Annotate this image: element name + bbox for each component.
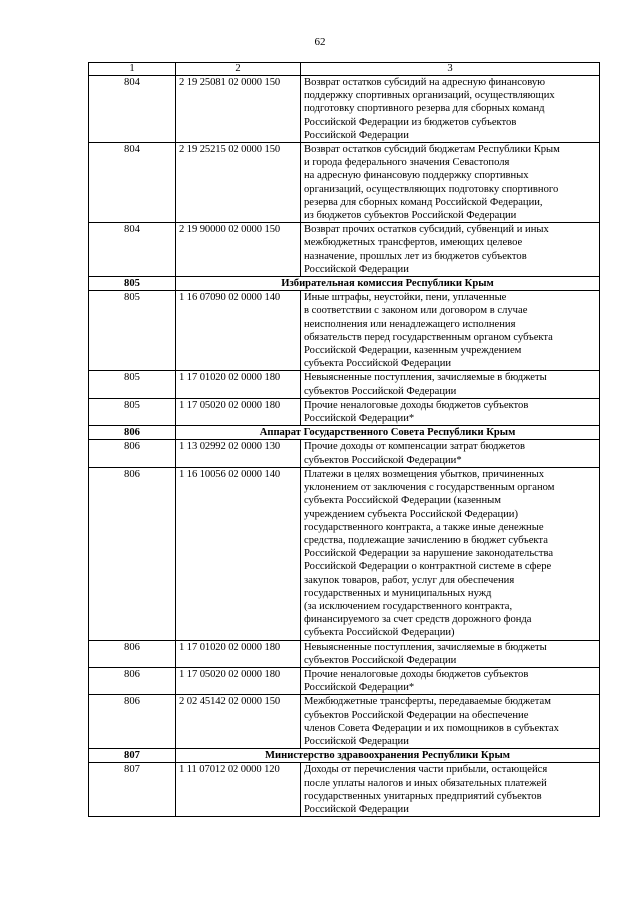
table-row	[89, 143, 600, 223]
description-line: государственных унитарных предприятий субъектов	[304, 790, 542, 802]
admin-code: 805	[89, 291, 176, 371]
table-row	[89, 440, 600, 467]
description-line: Российской Федерации	[304, 803, 409, 815]
admin-code: 806	[89, 440, 176, 467]
section-title: Аппарат Государственного Совета Республики Крым	[176, 426, 600, 440]
page-number: 62	[314, 36, 326, 48]
section-title: Избирательная комиссия Республики Крым	[176, 277, 600, 291]
description-line: на адресную финансовую поддержку спортивных	[304, 170, 529, 182]
description-line: Российской Федерации	[304, 735, 409, 747]
description-line: государственных и муниципальных нужд	[304, 587, 492, 599]
revenue-classification-code: 1 16 10056 02 0000 140	[176, 467, 301, 640]
admin-code: 805	[89, 277, 176, 291]
revenue-description	[301, 223, 600, 277]
revenue-description	[301, 467, 600, 640]
revenue-description	[301, 763, 600, 817]
description-line: подготовку спортивного резерва для сборных команд	[304, 103, 545, 115]
revenue-description	[301, 640, 600, 667]
description-line: учреждением субъекта Российской Федерации)	[304, 508, 518, 520]
revenue-classification-code: 1 16 07090 02 0000 140	[176, 291, 301, 371]
revenue-classification-code: 1 17 05020 02 0000 180	[176, 398, 301, 425]
description-line: государственного контракта, а также иные денежные	[304, 521, 544, 533]
revenue-description	[301, 143, 600, 223]
revenue-classification-code: 2 19 25215 02 0000 150	[176, 143, 301, 223]
table-body	[89, 76, 600, 817]
description-line: обязательств перед государственным органом субъекта	[304, 331, 553, 343]
column-header-1: 1	[89, 63, 176, 76]
revenue-classification-code: 1 11 07012 02 0000 120	[176, 763, 301, 817]
revenue-description	[301, 371, 600, 398]
admin-code: 805	[89, 398, 176, 425]
revenue-classification-code: 1 13 02992 02 0000 130	[176, 440, 301, 467]
description-line: Российской Федерации*	[304, 682, 415, 694]
table-row	[89, 398, 600, 425]
description-line: Российской Федерации о контрактной системе в сфере	[304, 561, 552, 573]
description-line: Невыясненные поступления, зачисляемые в бюджеты	[304, 372, 547, 384]
table-row	[89, 76, 600, 143]
description-line: Российской Федерации, казенным учреждением	[304, 345, 522, 357]
revenue-description	[301, 291, 600, 371]
description-line: резерва для сборных команд Российской Федерации,	[304, 196, 543, 208]
description-line: Возврат остатков субсидий на адресную финансовую	[304, 77, 546, 88]
revenue-classification-code: 2 19 90000 02 0000 150	[176, 223, 301, 277]
column-number-row	[89, 63, 600, 76]
revenue-description	[301, 667, 600, 694]
description-line: субъектов Российской Федерации	[304, 385, 457, 397]
admin-code: 806	[89, 667, 176, 694]
description-line: Возврат остатков субсидий бюджетам Республики Крым	[304, 144, 560, 156]
admin-code: 804	[89, 223, 176, 277]
revenue-description	[301, 398, 600, 425]
revenue-codes-table	[88, 62, 600, 817]
admin-code: 806	[89, 467, 176, 640]
section-header-row	[89, 277, 600, 291]
description-line: назначение, прошлых лет из бюджетов субъектов	[304, 250, 527, 262]
revenue-description	[301, 76, 600, 143]
description-line: Прочие неналоговые доходы бюджетов субъектов	[304, 668, 529, 680]
table-row	[89, 291, 600, 371]
table-row	[89, 640, 600, 667]
admin-code: 806	[89, 640, 176, 667]
admin-code: 807	[89, 763, 176, 817]
revenue-classification-code: 1 17 05020 02 0000 180	[176, 667, 301, 694]
description-line: организаций, осуществляющих подготовку спортивного	[304, 183, 559, 195]
revenue-classification-code: 1 17 01020 02 0000 180	[176, 640, 301, 667]
admin-code: 805	[89, 371, 176, 398]
description-line: средства, подлежащие зачислению в бюджет субъекта	[304, 534, 548, 546]
description-line: субъекта Российской Федерации (казенным	[304, 495, 501, 507]
description-line: Прочие доходы от компенсации затрат бюджетов	[304, 441, 526, 453]
description-line: Российской Федерации	[304, 263, 409, 275]
description-line: из бюджетов субъектов Российской Федерации	[304, 210, 517, 222]
description-line: Российской Федерации из бюджетов субъектов	[304, 116, 517, 128]
table-row	[89, 695, 600, 749]
table-row	[89, 667, 600, 694]
description-line: уклонением от заключения с государственным органом	[304, 482, 555, 494]
description-line: Возврат прочих остатков субсидий, субвенций и иных	[304, 224, 549, 236]
description-line: субъектов Российской Федерации	[304, 654, 457, 666]
description-line: Платежи в целях возмещения убытков, причиненных	[304, 468, 545, 480]
description-line: Российской Федерации*	[304, 413, 415, 425]
description-line: Российской Федерации	[304, 129, 409, 141]
description-line: (за исключением государственного контракта,	[304, 600, 513, 612]
description-line: Межбюджетные трансферты, передаваемые бюджетам	[304, 696, 551, 708]
description-line: закупок товаров, работ, услуг для обеспечения	[304, 574, 515, 586]
section-header-row	[89, 426, 600, 440]
section-title: Министерство здравоохранения Республики Крым	[176, 749, 600, 763]
admin-code: 806	[89, 426, 176, 440]
description-line: Доходы от перечисления части прибыли, остающейся	[304, 764, 548, 776]
admin-code: 804	[89, 143, 176, 223]
section-header-row	[89, 749, 600, 763]
description-line: субъектов Российской Федерации на обеспечение	[304, 709, 529, 721]
description-line: межбюджетных трансфертов, имеющих целевое	[304, 237, 523, 249]
description-line: Иные штрафы, неустойки, пени, уплаченные	[304, 292, 507, 304]
description-line: членов Совета Федерации и их помощников в субъектах	[304, 722, 559, 734]
revenue-classification-code: 2 02 45142 02 0000 150	[176, 695, 301, 749]
description-line: в соответствии с законом или договором в случае	[304, 305, 528, 317]
admin-code: 807	[89, 749, 176, 763]
table-row	[89, 371, 600, 398]
column-header-3: 3	[301, 63, 600, 76]
table-row	[89, 223, 600, 277]
description-line: Прочие неналоговые доходы бюджетов субъектов	[304, 399, 529, 411]
description-line: после уплаты налогов и иных обязательных платежей	[304, 777, 547, 789]
table-row	[89, 467, 600, 640]
revenue-description	[301, 695, 600, 749]
table-row	[89, 763, 600, 817]
revenue-classification-code: 1 17 01020 02 0000 180	[176, 371, 301, 398]
revenue-description	[301, 440, 600, 467]
description-line: субъекта Российской Федерации)	[304, 627, 455, 639]
description-line: субъекта Российской Федерации	[304, 358, 452, 370]
description-line: Российской Федерации за нарушение законодательства	[304, 548, 554, 560]
description-line: поддержку спортивных организаций, осуществляющих	[304, 90, 555, 102]
description-line: неисполнения или ненадлежащего исполнения	[304, 318, 516, 330]
description-line: финансируемого за счет средств дорожного фонда	[304, 614, 532, 626]
column-header-2: 2	[176, 63, 301, 76]
admin-code: 804	[89, 76, 176, 143]
description-line: и города федерального значения Севастополя	[304, 157, 510, 169]
description-line: субъектов Российской Федерации*	[304, 454, 462, 466]
description-line: Невыясненные поступления, зачисляемые в бюджеты	[304, 641, 547, 653]
revenue-classification-code: 2 19 25081 02 0000 150	[176, 76, 301, 143]
admin-code: 806	[89, 695, 176, 749]
